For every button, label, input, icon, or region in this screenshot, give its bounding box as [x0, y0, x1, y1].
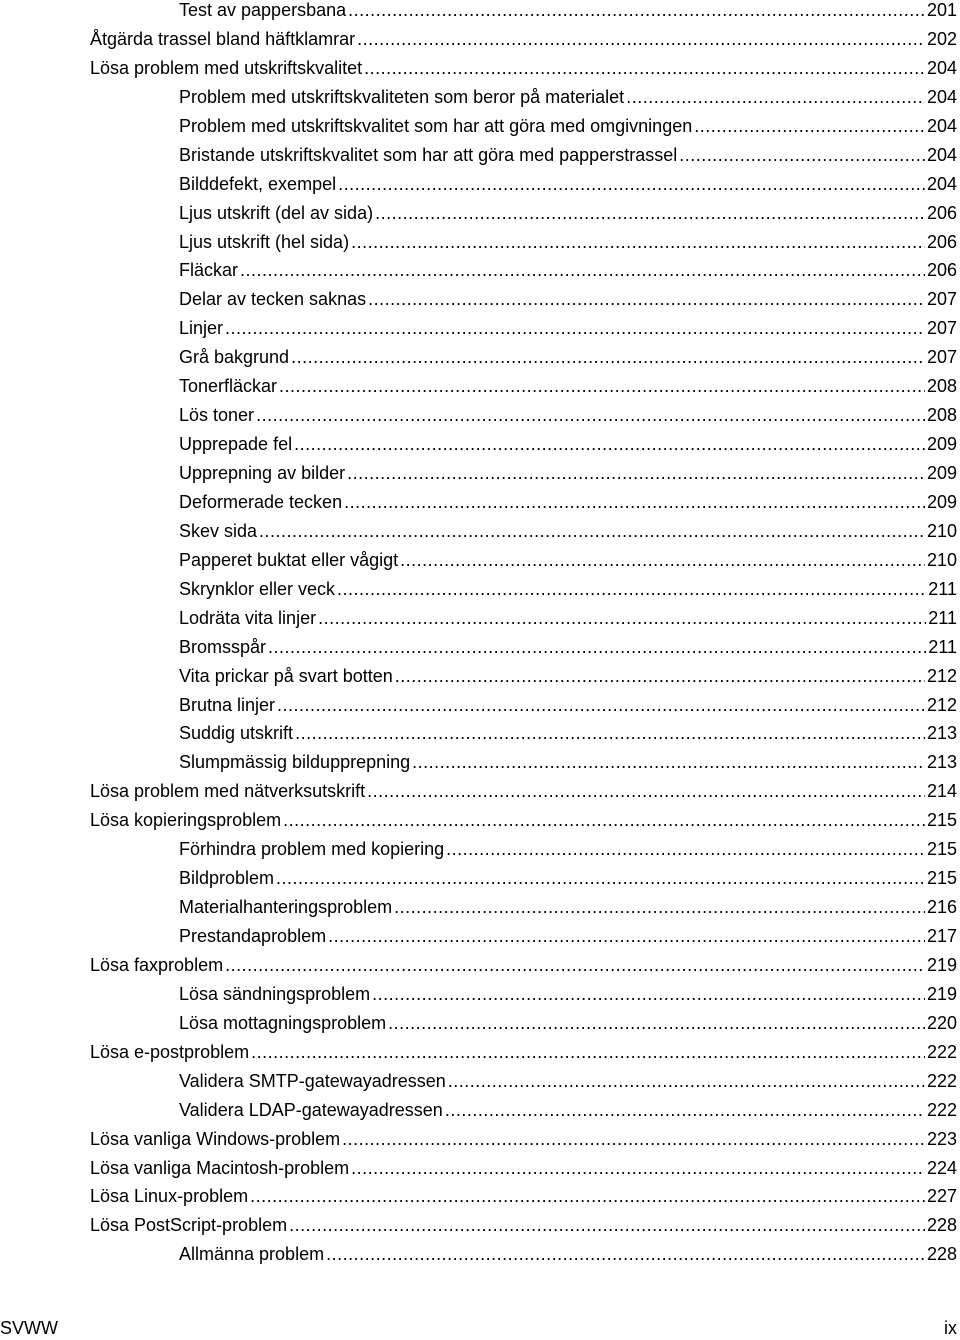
- toc-dot-leader: [395, 662, 925, 691]
- toc-entry[interactable]: [0, 1009, 960, 1038]
- toc-entry-page-number[interactable]: 216: [926, 897, 957, 918]
- toc-dot-leader: [268, 633, 926, 662]
- toc-entry-page-number[interactable]: 222: [926, 1070, 957, 1091]
- toc-entry-title[interactable]: Lösa faxproblem: [90, 954, 224, 975]
- toc-entry[interactable]: [0, 1240, 960, 1269]
- toc-dot-leader: [400, 546, 925, 575]
- toc-entry-title[interactable]: Lodräta vita linjer: [179, 607, 317, 628]
- toc-entry-title[interactable]: Upprepade fel: [179, 434, 293, 455]
- toc-dot-leader: [368, 285, 925, 314]
- toc-entry[interactable]: [0, 372, 960, 401]
- page-footer: [0, 1316, 960, 1340]
- toc-entry-title[interactable]: Lösa vanliga Macintosh-problem: [90, 1157, 350, 1178]
- toc-entry-title[interactable]: Vita prickar på svart botten: [179, 665, 393, 686]
- toc-dot-leader: [225, 951, 925, 980]
- toc-entry-title[interactable]: Delar av tecken saknas: [179, 289, 367, 310]
- toc-entry-page-number[interactable]: 208: [926, 405, 957, 426]
- toc-entry-title[interactable]: Problem med utskriftskvalitet som har att göra med omgivningen: [179, 115, 693, 136]
- toc-entry[interactable]: [0, 228, 960, 257]
- toc-entry-page-number[interactable]: 206: [926, 202, 957, 223]
- toc-entry[interactable]: [0, 25, 960, 54]
- toc-entry-title[interactable]: Lösa mottagningsproblem: [179, 1012, 387, 1033]
- toc-entry-page-number[interactable]: 202: [926, 28, 957, 49]
- toc-entry-page-number[interactable]: 222: [926, 1041, 957, 1062]
- toc-entry-title[interactable]: Bromsspår: [179, 636, 267, 657]
- toc-entry-title[interactable]: Lösa vanliga Windows-problem: [90, 1128, 341, 1149]
- toc-dot-leader: [318, 604, 926, 633]
- toc-entry-page-number[interactable]: 204: [926, 57, 957, 78]
- toc-entry[interactable]: [0, 951, 960, 980]
- toc-entry-page-number[interactable]: 209: [926, 434, 957, 455]
- toc-entry-page-number[interactable]: 211: [928, 578, 957, 599]
- toc-entry-title[interactable]: Validera LDAP-gatewayadressen: [179, 1099, 443, 1120]
- toc-dot-leader: [326, 1240, 925, 1269]
- toc-entry-page-number[interactable]: 222: [926, 1099, 957, 1120]
- toc-dot-leader: [348, 0, 925, 25]
- toc-entry-page-number[interactable]: 204: [926, 86, 957, 107]
- toc-dot-leader: [276, 864, 925, 893]
- toc-dot-leader: [448, 1067, 925, 1096]
- toc-entry-page-number[interactable]: 201: [926, 0, 957, 20]
- toc-dot-leader: [259, 517, 925, 546]
- toc-dot-leader: [294, 430, 925, 459]
- toc-entry[interactable]: [0, 777, 960, 806]
- toc-entry-title[interactable]: Lösa kopieringsproblem: [90, 810, 282, 831]
- footer-page-number: ix: [944, 1318, 957, 1338]
- toc-entry-title[interactable]: Papperet buktat eller vågigt: [179, 549, 399, 570]
- toc-entry[interactable]: [0, 546, 960, 575]
- toc-entry[interactable]: [0, 691, 960, 720]
- toc-dot-leader: [291, 343, 925, 372]
- toc-entry-page-number[interactable]: 211: [928, 636, 957, 657]
- toc-entry[interactable]: [0, 488, 960, 517]
- toc-entry-title[interactable]: Ljus utskrift (del av sida): [179, 202, 374, 223]
- toc-entry[interactable]: [0, 1096, 960, 1125]
- toc-entry-page-number[interactable]: 212: [926, 665, 957, 686]
- toc-entry-page-number[interactable]: 217: [926, 926, 957, 946]
- toc-entry-title[interactable]: Brutna linjer: [179, 694, 276, 715]
- toc-entry-title[interactable]: Upprepning av bilder: [179, 463, 346, 483]
- toc-entry-title[interactable]: Skev sida: [179, 520, 258, 541]
- toc-entry[interactable]: [0, 864, 960, 893]
- toc-entry-title[interactable]: Linjer: [179, 318, 224, 339]
- toc-entry[interactable]: [0, 835, 960, 864]
- toc-entry[interactable]: [0, 54, 960, 83]
- toc-entry-title[interactable]: Suddig utskrift: [179, 723, 294, 744]
- toc-dot-leader: [251, 1038, 925, 1067]
- toc-dot-leader: [367, 777, 925, 806]
- toc-entry-page-number[interactable]: 220: [926, 1012, 957, 1033]
- toc-dot-leader: [240, 256, 925, 285]
- toc-entry[interactable]: [0, 604, 960, 633]
- toc-dot-leader: [342, 1125, 925, 1154]
- toc-entry[interactable]: [0, 1182, 960, 1211]
- toc-dot-leader: [412, 748, 925, 777]
- toc-dot-leader: [445, 1096, 925, 1125]
- toc-entry-title[interactable]: Deformerade tecken: [179, 491, 343, 512]
- toc-dot-leader: [250, 1182, 925, 1211]
- toc-dot-leader: [328, 922, 925, 951]
- toc-entry-title[interactable]: Prestandaproblem: [179, 926, 327, 946]
- toc-entry-title[interactable]: Lösa problem med utskriftskvalitet: [90, 57, 363, 78]
- toc-entry-title[interactable]: Bristande utskriftskvalitet som har att göra med papperstrassel: [179, 144, 678, 165]
- toc-dot-leader: [295, 719, 925, 748]
- toc-entry[interactable]: [0, 141, 960, 170]
- toc-dot-leader: [679, 141, 925, 170]
- toc-entry-title[interactable]: Materialhanteringsproblem: [179, 897, 393, 918]
- toc-entry-page-number[interactable]: 227: [926, 1186, 957, 1207]
- toc-entry[interactable]: [0, 980, 960, 1009]
- toc-entry[interactable]: [0, 343, 960, 372]
- toc-entry-page-number[interactable]: 223: [926, 1128, 957, 1149]
- toc-entry-title[interactable]: Tonerfläckar: [179, 376, 278, 397]
- toc-entry-page-number[interactable]: 224: [926, 1157, 957, 1178]
- toc-entry-title[interactable]: Lösa PostScript-problem: [90, 1215, 288, 1236]
- toc-entry[interactable]: [0, 719, 960, 748]
- toc-dot-leader: [446, 835, 925, 864]
- toc-dot-leader: [347, 459, 925, 488]
- toc-dot-leader: [351, 228, 925, 257]
- toc-entry[interactable]: [0, 1067, 960, 1096]
- toc-entry-page-number[interactable]: 215: [926, 839, 957, 860]
- toc-dot-leader: [375, 199, 925, 228]
- toc-dot-leader: [351, 1154, 925, 1183]
- toc-entry-page-number[interactable]: 213: [926, 752, 957, 773]
- toc-entry-title[interactable]: Slumpmässig bildupprepning: [179, 752, 411, 773]
- toc-entry[interactable]: [0, 112, 960, 141]
- toc-entry[interactable]: [0, 1038, 960, 1067]
- toc-entry[interactable]: [0, 285, 960, 314]
- toc-dot-leader: [364, 54, 925, 83]
- toc-entry[interactable]: [0, 748, 960, 777]
- toc-dot-leader: [694, 112, 925, 141]
- toc-entry-title[interactable]: Problem med utskriftskvaliteten som beror på materialet: [179, 86, 625, 107]
- toc-entry-page-number[interactable]: 206: [926, 231, 957, 252]
- toc-entry[interactable]: [0, 199, 960, 228]
- toc-entry-title[interactable]: Grå bakgrund: [179, 347, 290, 368]
- toc-entry-title[interactable]: Lösa Linux-problem: [90, 1186, 249, 1207]
- toc-entry-title[interactable]: Fläckar: [179, 260, 239, 281]
- toc-entry[interactable]: [0, 662, 960, 691]
- toc-entry-page-number[interactable]: 228: [926, 1244, 957, 1265]
- toc-entry-page-number[interactable]: 215: [926, 810, 957, 831]
- toc-entry-page-number[interactable]: 213: [926, 723, 957, 744]
- toc-entry-title[interactable]: Ljus utskrift (hel sida): [179, 231, 350, 252]
- toc-dot-leader: [337, 575, 926, 604]
- toc-entry[interactable]: [0, 806, 960, 835]
- toc-entry-title[interactable]: Lösa problem med nätverksutskrift: [90, 781, 366, 802]
- toc-entry[interactable]: [0, 459, 960, 488]
- toc-entry[interactable]: [0, 83, 960, 112]
- toc-dot-leader: [256, 401, 925, 430]
- toc-entry-title[interactable]: Förhindra problem med kopiering: [179, 839, 445, 860]
- toc-dot-leader: [626, 83, 925, 112]
- toc-dot-leader: [338, 170, 925, 199]
- toc-entry[interactable]: [0, 922, 960, 951]
- toc-entry-page-number[interactable]: 204: [926, 115, 957, 136]
- toc-entry[interactable]: [0, 170, 960, 199]
- toc-entry-title[interactable]: Test av pappersbana: [179, 0, 347, 20]
- toc-entry[interactable]: [0, 517, 960, 546]
- toc-entry-page-number[interactable]: 209: [926, 491, 957, 512]
- toc-entry[interactable]: [0, 633, 960, 662]
- toc-entry[interactable]: [0, 401, 960, 430]
- toc-entry-page-number[interactable]: 204: [926, 173, 957, 194]
- toc-entry-page-number[interactable]: 207: [926, 318, 957, 339]
- toc-entry-title[interactable]: Validera SMTP-gatewayadressen: [179, 1070, 446, 1091]
- toc-entry-title[interactable]: Lösa sändningsproblem: [179, 983, 371, 1004]
- toc-entry-page-number[interactable]: 210: [926, 549, 957, 570]
- toc-entry-title[interactable]: Bildproblem: [179, 868, 275, 889]
- toc-entry-page-number[interactable]: 204: [926, 144, 957, 165]
- toc-entry-page-number[interactable]: 206: [926, 260, 957, 281]
- toc-entry-title[interactable]: Allmänna problem: [179, 1244, 325, 1265]
- toc-entry-page-number[interactable]: 208: [926, 376, 957, 397]
- toc-dot-leader: [388, 1009, 925, 1038]
- footer-language-code: SVWW: [0, 1318, 58, 1338]
- toc-entry-page-number[interactable]: 219: [926, 954, 957, 975]
- toc-dot-leader: [277, 691, 925, 720]
- toc-entry-title[interactable]: Lös toner: [179, 405, 255, 426]
- toc-entry[interactable]: [0, 575, 960, 604]
- toc-dot-leader: [289, 1211, 925, 1240]
- toc-entry[interactable]: [0, 1211, 960, 1240]
- toc-entry-page-number[interactable]: 209: [926, 463, 957, 483]
- toc-entry[interactable]: [0, 314, 960, 343]
- toc-entry[interactable]: [0, 1154, 960, 1183]
- toc-entry[interactable]: [0, 256, 960, 285]
- toc-entry[interactable]: [0, 0, 960, 25]
- toc-entry-page-number[interactable]: 212: [926, 694, 957, 715]
- toc-dot-leader: [279, 372, 925, 401]
- toc-entry[interactable]: [0, 1125, 960, 1154]
- toc-entry-page-number[interactable]: 228: [926, 1215, 957, 1236]
- toc-entry-title[interactable]: Åtgärda trassel bland häftklamrar: [90, 28, 356, 49]
- toc-dot-leader: [225, 314, 925, 343]
- toc-entry-title[interactable]: Skrynklor eller veck: [179, 578, 336, 599]
- toc-entry-page-number[interactable]: 215: [926, 868, 957, 889]
- toc-entry-page-number[interactable]: 207: [926, 289, 957, 310]
- toc-dot-leader: [394, 893, 925, 922]
- toc-entry-page-number[interactable]: 219: [926, 983, 957, 1004]
- toc-entry-page-number[interactable]: 214: [926, 781, 957, 802]
- toc-entry[interactable]: [0, 893, 960, 922]
- toc-dot-leader: [344, 488, 925, 517]
- toc-entry-page-number[interactable]: 210: [926, 520, 957, 541]
- toc-entry-title[interactable]: Lösa e-postproblem: [90, 1041, 250, 1062]
- toc-entry-page-number[interactable]: 211: [928, 607, 957, 628]
- toc-dot-leader: [283, 806, 925, 835]
- toc-entry[interactable]: [0, 430, 960, 459]
- toc-dot-leader: [357, 25, 925, 54]
- toc-dot-leader: [372, 980, 925, 1009]
- toc-entry-page-number[interactable]: 207: [926, 347, 957, 368]
- toc-entry-title[interactable]: Bilddefekt, exempel: [179, 173, 337, 194]
